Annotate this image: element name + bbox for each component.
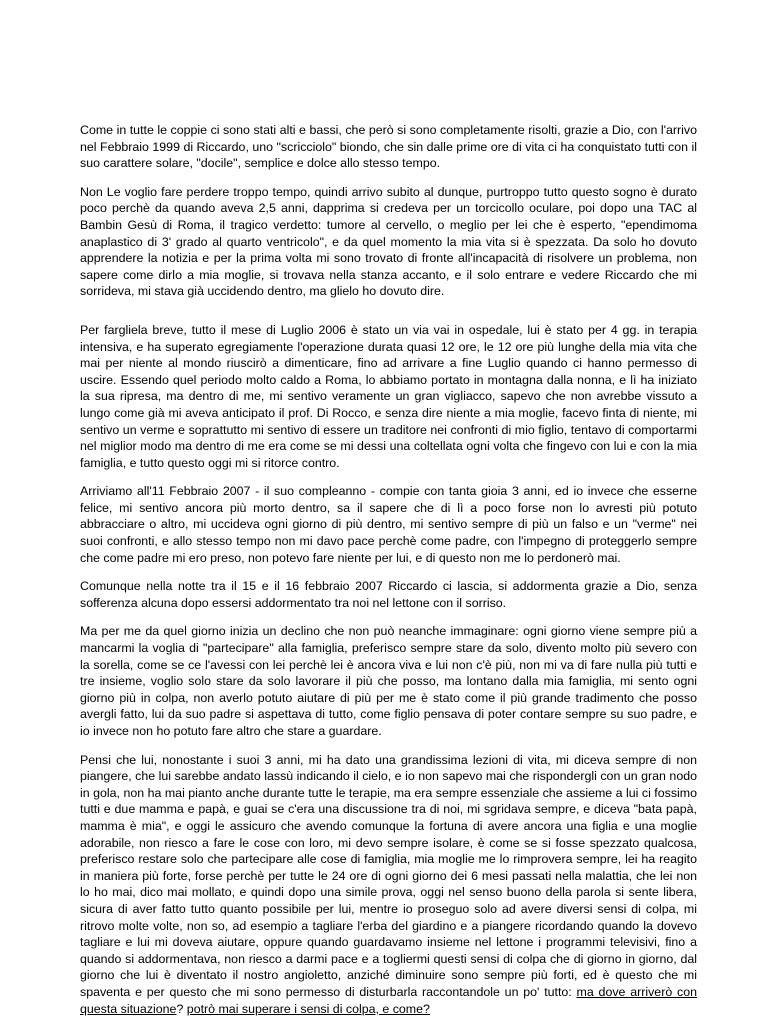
- underlined-question-2: potrò mai superare i sensi di colpa, e come?: [186, 1001, 430, 1016]
- paragraph-4: Arriviamo all'11 Febbraio 2007 - il suo compleanno - compie con tanta gioia 3 anni, ed io invece che esserne felice, mi sentivo ancora più morto dentro, sa il sapere che di lì a poco forse non lo avresti più potuto abbracciare o altro, mi uccideva ogni giorno di più dentro, mi sentivo sempre di più un falso e un "verme" nei suoi confronti, e allo stesso tempo non mi davo pace perchè come padre, con l'impegno di proteggerlo sempre che come padre mi ero preso, non potevo fare niente per lui, e di questo non me lo perdonerò mai.: [80, 484, 697, 565]
- paragraph-7: [80, 752, 697, 1018]
- paragraph-5: Comunque nella notte tra il 15 e il 16 febbraio 2007 Riccardo ci lascia, si addormenta grazie a Dio, senza sofferenza alcuna dopo essersi addormentato tra noi nel lettone con il sorriso.: [80, 579, 697, 610]
- paragraph-1: Come in tutte le coppie ci sono stati alti e bassi, che però si sono completamente risolti, grazie a Dio, con l'arrivo nel Febbraio 1999 di Riccardo, uno "scricciolo" biondo, che sin dalle prime ore di vita ci ha conquistato tutti con il suo carattere solare, "docile", semplice e dolce allo stesso tempo.: [80, 123, 697, 171]
- question-separator: ?: [176, 1001, 187, 1016]
- paragraph-7-text: Pensi che lui, nonostante i suoi 3 anni, mi ha dato una grandissima lezioni di vita, mi diceva sempre di non piangere, che lui sarebbe andato lassù indicando il cielo, e io non sapevo mai che rispondergli con un gran nodo in gola, non ha mai pianto anche durante tutte le terapie, ma era sempre essenziale che assieme a lui ci fossimo tutti e due mamma e papà, e guai se c'era una discussione tra di noi, mi sgridava sempre, e diceva "bata papà, mamma è mia", e oggi le assicuro che avendo comunque la fortuna di avere ancora una figlia e una moglie adorabile, non riesco a fare le cose con loro, mi devo sempre isolare, è come se si fosse spezzato qualcosa, preferisco restare solo che partecipare alle cose di famiglia, mia moglie me lo rimprovera sempre, lei ha reagito in maniera più forte, forse perchè per tutte le 24 ore di ogni giorno dei 6 mesi passati nella malattia, che lei non lo ho mai, dico mai mollato, e quindi dopo una simile prova, oggi nel senso buono della parola si sente libera, sicura di aver fatto tutto quanto possibile per lui, mentre io proseguo solo ad avere diversi sensi di colpa, mi ritrovo molte volte, non so, ad esempio a tagliare l'erba del giardino e a piangere ricordando quando la dovevo tagliare e lui mi doveva aiutare, oppure quando guardavamo insieme nel lettone i programmi televisivi, fino a quando si addormentava, non riesco a darmi pace e a togliermi questi sensi di colpa che di giorno in giorno, dal giorno che lui è diventato il nostro angioletto, anziché diminuire sono sempre più forti, ed è questo che mi spaventa e per questo che mi sono permesso di disturbarla raccontandole un po' tutto:: [80, 752, 697, 999]
- paragraph-3: Per fargliela breve, tutto il mese di Luglio 2006 è stato un via vai in ospedale, lui è stato per 4 gg. in terapia intensiva, e ha superato egregiamente l'operazione durata quasi 12 ore, le 12 ore più lunghe della mia vita che mai per niente al mondo riuscirò a dimenticare, fino ad arrivare a fine Luglio quando ci hanno permesso di uscire. Essendo quel periodo molto caldo a Roma, lo abbiamo portato in montagna dalla nonna, e lì ha iniziato la sua ripresa, ma dentro di me, mi sentivo veramente un gran vigliacco, sapevo che non avrebbe vissuto a lungo come già mi aveva anticipato il prof. Di Rocco, e senza dire niente a mia moglie, facevo finta di niente, mi sentivo un verme e soprattutto mi sentivo di essere un traditore nei confronti di mio figlio, tentavo di comportarmi nel miglior modo ma dentro di me era come se mi dessi una coltellata ogni volta che fingevo con lui e con la mia famiglia, e tutto questo oggi mi si ritorce contro.: [80, 322, 697, 470]
- paragraph-2: Non Le voglio fare perdere troppo tempo, quindi arrivo subito al dunque, purtroppo tutto questo sogno è durato poco perchè da quando aveva 2,5 anni, dapprima si credeva per un torcicollo oculare, poi dopo una TAC al Bambin Gesù di Roma, il tragico verdetto: tumore al cervello, o meglio per lei che è esperto, "ependimoma anaplastico di 3' grado al quarto ventricolo", e da quel momento la mia vita si è spezzata. Da solo ho dovuto apprendere la notizia e per la prima volta mi sono trovato di fronte all'incapacità di risolvere un problema, non sapere come dirlo a mia moglie, si trovava nella stanza accanto, e il solo entrare e vedere Riccardo che mi sorrideva, mi stava già uccidendo dentro, ma glielo ho dovuto dire.: [80, 184, 697, 299]
- paragraph-6: Ma per me da quel giorno inizia un declino che non può neanche immaginare: ogni giorno viene sempre più a mancarmi la voglia di "partecipare" alla famiglia, preferisco sempre stare da solo, divento molto più severo con la sorella, come se ce l'avessi con lei perchè lei è ancora viva e lui non c'è più, non mi va di fare nulla più tutti e tre insieme, voglio solo stare da solo lavorare il più che posso, ma lontano dalla mia famiglia, mi sento ogni giorno più in colpa, non averlo potuto aiutare di più per me è stato come il più grande tradimento che posso avergli fatto, lui da suo padre si aspettava di tutto, come figlio pensava di poter contare sempre su suo padre, e io invece non ho potuto fare altro che stare a guardare.: [80, 624, 697, 738]
- underlined-question-1: ma dove arriverò con questa situazione: [80, 984, 697, 1016]
- document-page: [80, 122, 697, 1029]
